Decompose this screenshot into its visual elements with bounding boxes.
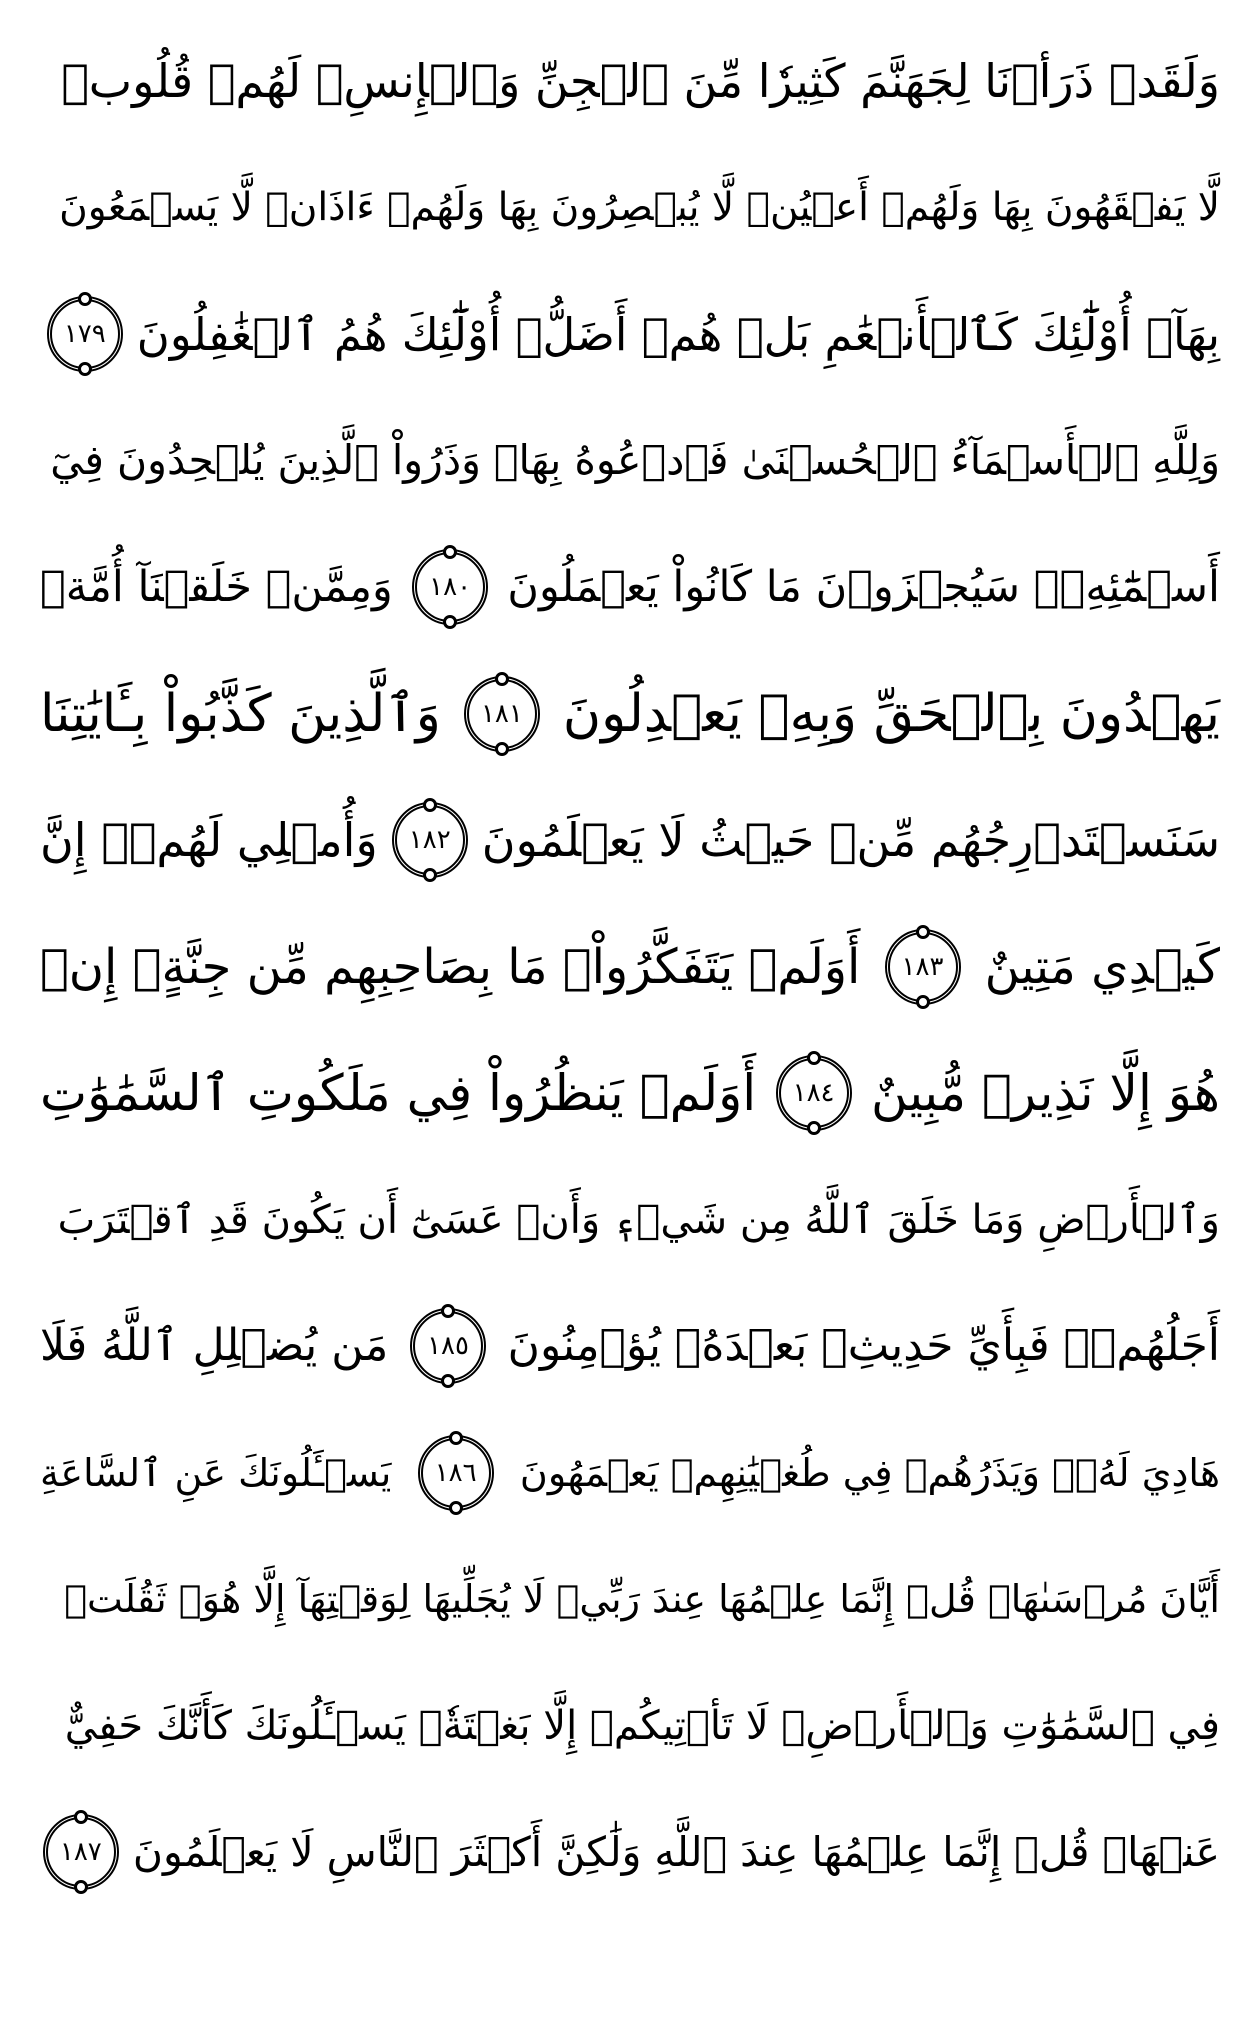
ayah-end-marker [47, 296, 123, 372]
text-line-7 [40, 777, 1220, 904]
verse-text: وَأُمۡلِي لَهُمۡۚ إِنَّ [40, 813, 378, 868]
ayah-end-marker [43, 1814, 119, 1890]
verse-text: وَٱلَّذِينَ كَذَّبُواْ بِـَٔايَٰتِنَا [40, 683, 441, 744]
text-line-3 [40, 271, 1220, 398]
verse-text: وَمِمَّنۡ خَلَقۡنَآ أُمَّةٞ [40, 561, 393, 612]
ayah-number: ١٧٩ [63, 319, 106, 350]
text-line-5 [40, 524, 1220, 651]
text-line-10 [40, 1157, 1220, 1284]
ayah-number: ١٨٠ [429, 572, 472, 603]
verse-text: سَنَسۡتَدۡرِجُهُم مِّنۡ حَيۡثُ لَا يَعۡلَمُونَ [481, 813, 1220, 868]
text-line-15 [40, 1789, 1220, 1916]
text-line-9 [40, 1030, 1220, 1157]
verse-text: لَّا يَفۡقَهُونَ بِهَا وَلَهُمۡ أَعۡيُنٞ لَّا يُبۡصِرُونَ بِهَا وَلَهُمۡ ءَاذَانٞ لَّا يَسۡمَعُونَ [59, 185, 1220, 231]
ayah-number: ١٨٥ [427, 1331, 469, 1362]
verse-text: وَلِلَّهِ ٱلۡأَسۡمَآءُ ٱلۡحُسۡنَىٰ فَٱدۡعُوهُ بِهَاۖ وَذَرُواْ ٱلَّذِينَ يُلۡحِدُونَ فِيٓ [50, 436, 1220, 485]
verse-text: بِهَآۚ أُوْلَٰٓئِكَ كَٱلۡأَنۡعَٰمِ بَلۡ هُمۡ أَضَلُّۚ أُوْلَٰٓئِكَ هُمُ ٱلۡغَٰفِلُونَ [136, 307, 1220, 361]
verse-text: مَن يُضۡلِلِ ٱللَّهُ فَلَا [40, 1320, 389, 1372]
verse-text: عَنۡهَاۖ قُلۡ إِنَّمَا عِلۡمُهَا عِندَ ٱللَّهِ وَلَٰكِنَّ أَكۡثَرَ ٱلنَّاسِ لَا يَعۡلَمُونَ [132, 1827, 1220, 1876]
ayah-end-marker [410, 1308, 486, 1384]
ayah-end-marker [885, 929, 961, 1005]
text-line-1 [40, 18, 1220, 145]
ayah-end-marker [418, 1435, 494, 1511]
text-line-8 [40, 904, 1220, 1031]
text-line-13 [40, 1536, 1220, 1663]
verse-text: أَوَلَمۡ يَنظُرُواْ فِي مَلَكُوتِ ٱلسَّمَٰوَٰتِ [40, 1064, 757, 1123]
verse-text: أَوَلَمۡ يَتَفَكَّرُواْۗ مَا بِصَاحِبِهِم مِّن جِنَّةٍۚ إِنۡ [40, 938, 861, 995]
ayah-number: ١٨١ [480, 698, 523, 729]
ayah-number: ١٨٢ [408, 825, 451, 856]
ayah-number: ١٨٣ [901, 951, 944, 982]
text-line-14 [40, 1663, 1220, 1790]
ayah-end-marker [464, 676, 540, 752]
text-line-6 [40, 651, 1220, 778]
verse-text: أَجَلُهُمۡۖ فَبِأَيِّ حَدِيثِۭ بَعۡدَهُۥ يُؤۡمِنُونَ [507, 1320, 1220, 1372]
ayah-end-marker [776, 1055, 852, 1131]
verse-text: أَسۡمَٰٓئِهِۦۚ سَيُجۡزَوۡنَ مَا كَانُواْ يَعۡمَلُونَ [507, 561, 1220, 612]
verse-text: أَيَّانَ مُرۡسَىٰهَاۖ قُلۡ إِنَّمَا عِلۡمُهَا عِندَ رَبِّيۖ لَا يُجَلِّيهَا لِوَقۡتِهَآ إِلَّا هُوَۚ ثَقُلَتۡ [64, 1577, 1220, 1622]
verse-text: يَسۡـَٔلُونَكَ عَنِ ٱلسَّاعَةِ [40, 1450, 392, 1495]
verse-text: يَهۡدُونَ بِٱلۡحَقِّ وَبِهِۦ يَعۡدِلُونَ [562, 683, 1220, 744]
ayah-end-marker [392, 802, 468, 878]
verse-text: فِي ٱلسَّمَٰوَٰتِ وَٱلۡأَرۡضِۚ لَا تَأۡتِيكُمۡ إِلَّا بَغۡتَةٗۗ يَسۡـَٔلُونَكَ كَأَنَّكَ حَفِيٌّ [64, 1702, 1220, 1749]
verse-text: وَٱلۡأَرۡضِ وَمَا خَلَقَ ٱللَّهُ مِن شَيۡءٖ وَأَنۡ عَسَىٰٓ أَن يَكُونَ قَدِ ٱقۡتَرَبَ [57, 1196, 1220, 1243]
text-line-4 [40, 398, 1220, 525]
verse-text: هُوَ إِلَّا نَذِيرٞ مُّبِينٌ [871, 1064, 1220, 1123]
ayah-end-marker [412, 549, 488, 625]
verse-text: هَادِيَ لَهُۥۚ وَيَذَرُهُمۡ فِي طُغۡيَٰنِهِمۡ يَعۡمَهُونَ [519, 1450, 1220, 1495]
verse-text: كَيۡدِي مَتِينٌ [984, 938, 1220, 995]
ayah-number: ١٨٧ [59, 1837, 102, 1868]
text-line-2 [40, 145, 1220, 272]
text-line-11 [40, 1283, 1220, 1410]
ayah-number: ١٨٦ [434, 1457, 477, 1488]
ayah-number: ١٨٤ [792, 1078, 835, 1109]
verse-text: وَلَقَدۡ ذَرَأۡنَا لِجَهَنَّمَ كَثِيرٗا مِّنَ ٱلۡجِنِّ وَٱلۡإِنسِۖ لَهُمۡ قُلُوبٞ [61, 54, 1220, 109]
text-line-12 [40, 1410, 1220, 1537]
